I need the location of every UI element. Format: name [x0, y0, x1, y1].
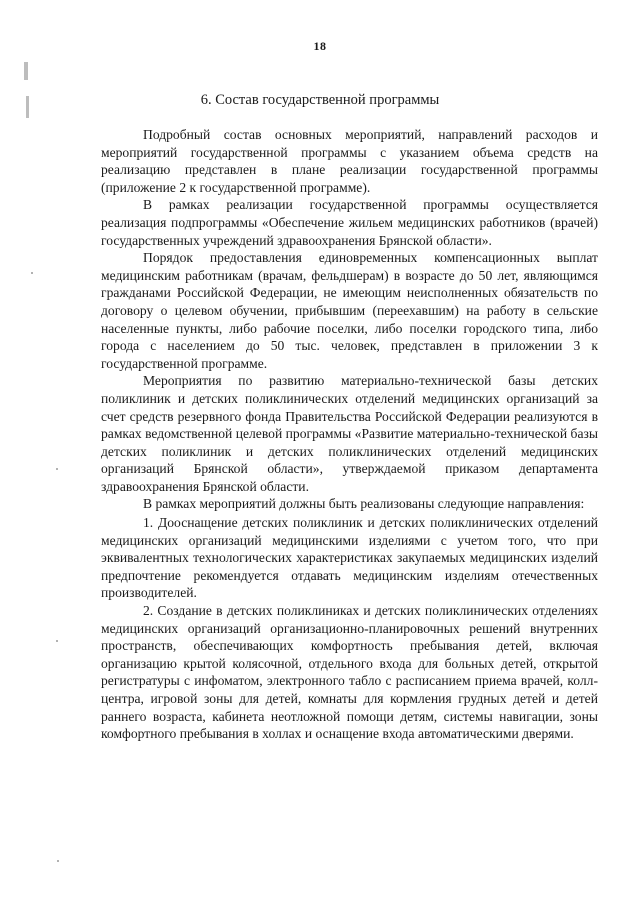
list-item: 2. Создание в детских поликлиниках и детских поликлинических отделениях медицинских организаций организационно-планировочных решений внутренних пространств, обеспечивающих комфортность пребывания детей, включая организацию крытой колясочной, отдельного входа для больных детей, открытой регистратуры с инфоматом, электронного табло с расписанием приема врачей, колл-центра, игровой зоны для детей, комнаты для кормления грудных детей и детей раннего возраста, кабинета неотложной помощи детям, системы навигации, зоны комфортного пребывания в холлах и оснащение входа автоматическими дверями.	[101, 603, 598, 742]
paragraph: Подробный состав основных мероприятий, направлений расходов и мероприятий государственной программы с указанием объема средств на реализацию представлен в плане реализации государственной программы (приложение 2 к государственной программе).	[101, 127, 598, 195]
scan-dot	[56, 640, 58, 642]
scan-dot	[56, 468, 58, 470]
scan-dot	[57, 860, 59, 862]
section-heading: 6. Состав государственной программы	[200, 92, 440, 108]
paragraph: В рамках реализации государственной программы осуществляется реализация подпрограммы «Обеспечение жильем медицинских работников (врачей) государственных учреждений здравоохранения Брянской области».	[101, 197, 598, 248]
scan-margin-mark	[24, 62, 28, 80]
scan-dot	[31, 272, 33, 274]
page-number: 18	[313, 39, 327, 53]
list-item: 1. Дооснащение детских поликлиник и детских поликлинических отделений медицинских организаций медицинскими изделиями с учетом того, что при эквивалентных технологических характеристиках закупаемых медицинских изделий предпочтение рекомендуется отдавать медицинским изделиям отечественных производителей.	[101, 515, 598, 601]
paragraph: Мероприятия по развитию материально-технической базы детских поликлиник и детских поликлинических отделений медицинских организаций за счет средств резервного фонда Правительства Российской Федерации реализуются в рамках ведомственной целевой программы «Развитие материально-технической базы детских поликлиник и детских поликлинических отделений медицинских организаций Брянской области», утверждаемой приказом департамента здравоохранения Брянской области.	[101, 373, 598, 494]
body-text	[101, 126, 598, 743]
paragraph: В рамках мероприятий должны быть реализованы следующие направления:	[143, 496, 585, 512]
paragraph: Порядок предоставления единовременных компенсационных выплат медицинским работникам (врачам, фельдшерам) в возрасте до 50 лет, являющимся гражданами Российской Федерации, не имеющим неисполненных обязательств по договору о целевом обучении, прибывшим (переехавшим) на работу в сельские населенные пункты, либо рабочие поселки, либо поселки городского типа, либо города с населением до 50 тыс. человек, представлен в приложении 3 к государственной программе.	[101, 250, 598, 371]
